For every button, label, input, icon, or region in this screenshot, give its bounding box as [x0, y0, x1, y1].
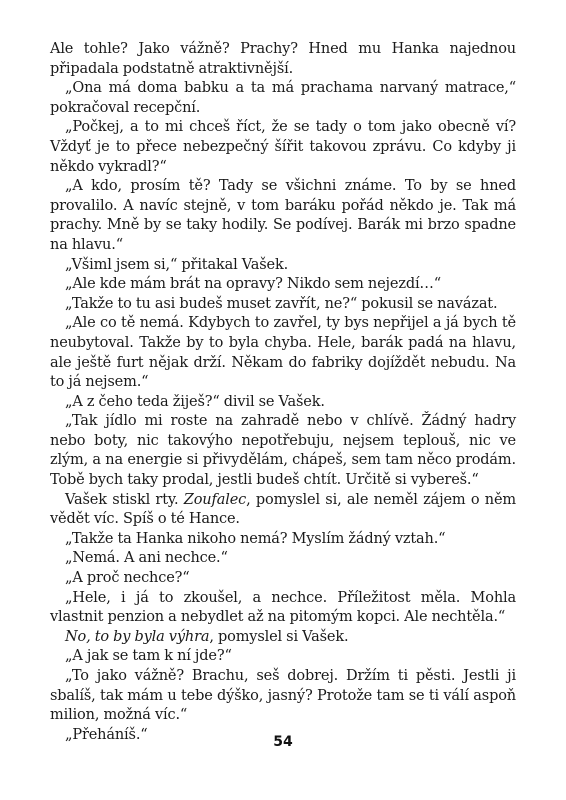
- paragraph-text: „Takže to tu asi budeš muset zavřít, ne?“ pokusil se navázat.: [65, 295, 498, 312]
- paragraph-text: „Ona má doma babku a ta má prachama narvaný matrace,“ pokračoval recepční.: [50, 80, 516, 116]
- paragraph: [50, 79, 516, 118]
- paragraph: [50, 549, 516, 569]
- paragraph: [50, 569, 516, 589]
- paragraph-text: „A jak se tam k ní jde?“: [65, 648, 232, 665]
- paragraph: [50, 393, 516, 413]
- paragraph: [50, 530, 516, 550]
- paragraph: [50, 275, 516, 295]
- paragraph: [50, 177, 516, 255]
- paragraph: [50, 647, 516, 667]
- body-text: [50, 40, 516, 745]
- paragraph-text: „Ale co tě nemá. Kdybych to zavřel, ty bys nepřijel a já bych tě neubytoval. Takže by to byla chyba. Hele, barák padá na hlavu, ale ještě furt nějak drží. Někam do fabriky dojíždět nebudu. Na to já nejsem.“: [50, 315, 516, 391]
- paragraph: [50, 40, 516, 79]
- paragraph-text: „A kdo, prosím tě? Tady se všichni známe. To by se hned provalilo. A navíc stejně, v tom baráku pořád někdo je. Tak má prachy. Mně by se taky hodily. Se podívej. Barák mi brzo spadne na hlavu.“: [50, 178, 516, 253]
- italic-text: No, to by byla výhra: [65, 628, 210, 645]
- paragraph-text: „Nemá. A ani nechce.“: [65, 550, 228, 567]
- paragraph-text: Ale tohle? Jako vážně? Prachy? Hned mu Hanka najednou připadala podstatně atraktivnější.: [50, 41, 516, 77]
- paragraph-text: „Ale kde mám brát na opravy? Nikdo sem nejezdí…“: [65, 276, 442, 293]
- paragraph: [50, 628, 516, 648]
- paragraph: [50, 295, 516, 315]
- page-number: 54: [273, 734, 293, 750]
- paragraph: [50, 589, 516, 628]
- paragraph: [50, 118, 516, 177]
- paragraph-text: , pomyslel si, ale neměl zájem o něm vědět víc. Spíš o té Hance.: [50, 491, 516, 528]
- paragraph-text: „To jako vážně? Brachu, seš dobrej. Držím ti pěsti. Jestli ji sbalíš, tak mám u tebe dýško, jasný? Protože tam se ti válí aspoň milion, možná víc.“: [50, 668, 516, 724]
- paragraph-text: „Přeháníš.“: [65, 726, 148, 743]
- paragraph-text: Vašek stiskl rty.: [65, 491, 184, 508]
- paragraph-text: „Všiml jsem si,“ přitakal Vašek.: [65, 256, 289, 273]
- paragraph-text: „Tak jídlo mi roste na zahradě nebo v chlívě. Žádný hadry nebo boty, nic takovýho nepotřebuju, nejsem teplouš, nic ve zlým, a na energie si přivydělám, chápeš, sem tam něco prodám. Tobě bych taky prodal, jestli budeš chtít. Určitě si vybereš.“: [50, 413, 516, 489]
- paragraph-text: „Takže ta Hanka nikoho nemá? Myslím žádný vztah.“: [65, 530, 446, 547]
- paragraph: [50, 491, 516, 530]
- paragraph-text: „A z čeho teda žiješ?“ divil se Vašek.: [65, 393, 325, 410]
- paragraph: [50, 412, 516, 490]
- italic-text: Zoufalec: [183, 491, 247, 508]
- paragraph: [50, 256, 516, 276]
- paragraph-text: „A proč nechce?“: [65, 570, 190, 587]
- paragraph: [50, 667, 516, 726]
- paragraph-text: , pomyslel si Vašek.: [209, 628, 349, 645]
- paragraph-text: „Hele, i já to zkoušel, a nechce. Příležitost měla. Mohla vlastnit penzion a nebydlet až na pitomým kopci. Ale nechtěla.“: [50, 589, 516, 626]
- paragraph: [50, 314, 516, 392]
- paragraph-text: „Počkej, a to mi chceš říct, že se tady o tom jako obecně ví? Vždyť je to přece nebezpečný šířit takovou zprávu. Co kdyby ji někdo vykradl?“: [50, 119, 516, 175]
